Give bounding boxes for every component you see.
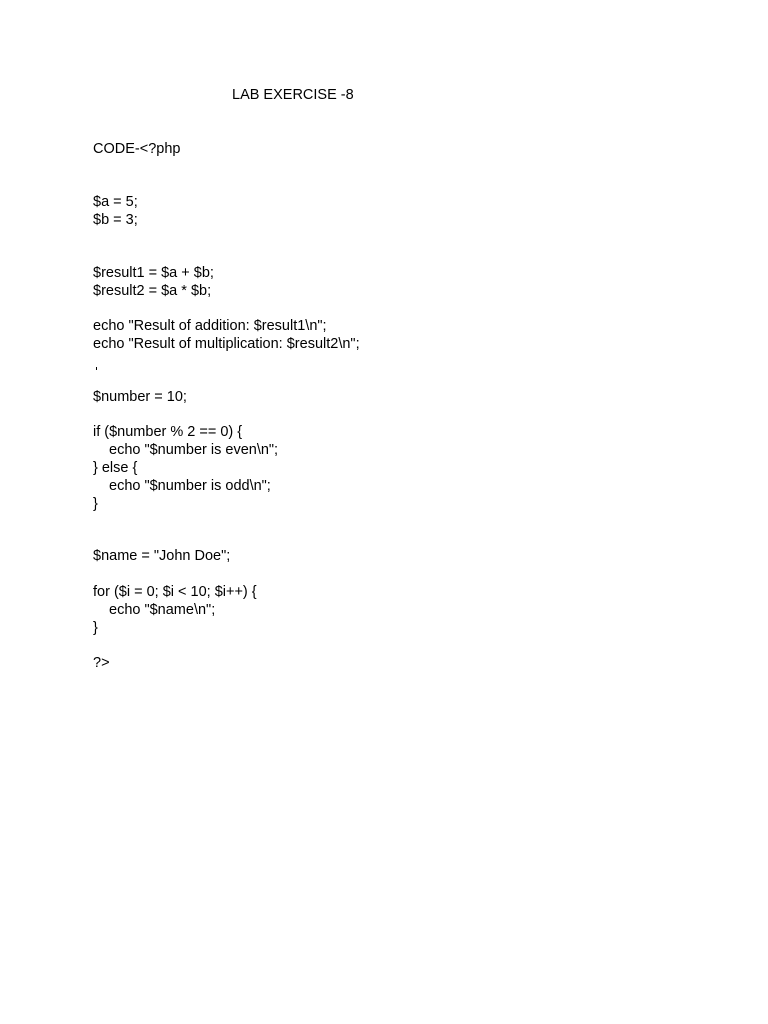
code-line-for-loop: for ($i = 0; $i < 10; $i++) { [93,584,257,600]
stray-mark [96,367,97,370]
code-line-echo-multiplication: echo "Result of multiplication: $result2\n"; [93,336,360,352]
code-line-for-close: } [93,620,98,636]
code-line-assign-b: $b = 3; [93,212,138,228]
document-title: LAB EXERCISE -8 [232,87,354,103]
code-line-echo-addition: echo "Result of addition: $result1\n"; [93,318,327,334]
code-line-if-condition: if ($number % 2 == 0) { [93,424,243,440]
code-line-php-open: CODE-<?php [93,141,181,157]
code-line-echo-odd: echo "$number is odd\n"; [109,478,271,494]
code-line-result2: $result2 = $a * $b; [93,283,212,299]
code-line-number-assign: $number = 10; [93,389,187,405]
code-line-echo-even: echo "$number is even\n"; [109,442,279,458]
code-line-php-close: ?> [93,655,110,671]
code-line-if-close: } [93,496,98,512]
code-line-result1: $result1 = $a + $b; [93,265,214,281]
code-line-name-assign: $name = "John Doe"; [93,548,231,564]
code-line-assign-a: $a = 5; [93,194,138,210]
code-line-else: } else { [93,460,138,476]
code-line-echo-name: echo "$name\n"; [109,602,216,618]
